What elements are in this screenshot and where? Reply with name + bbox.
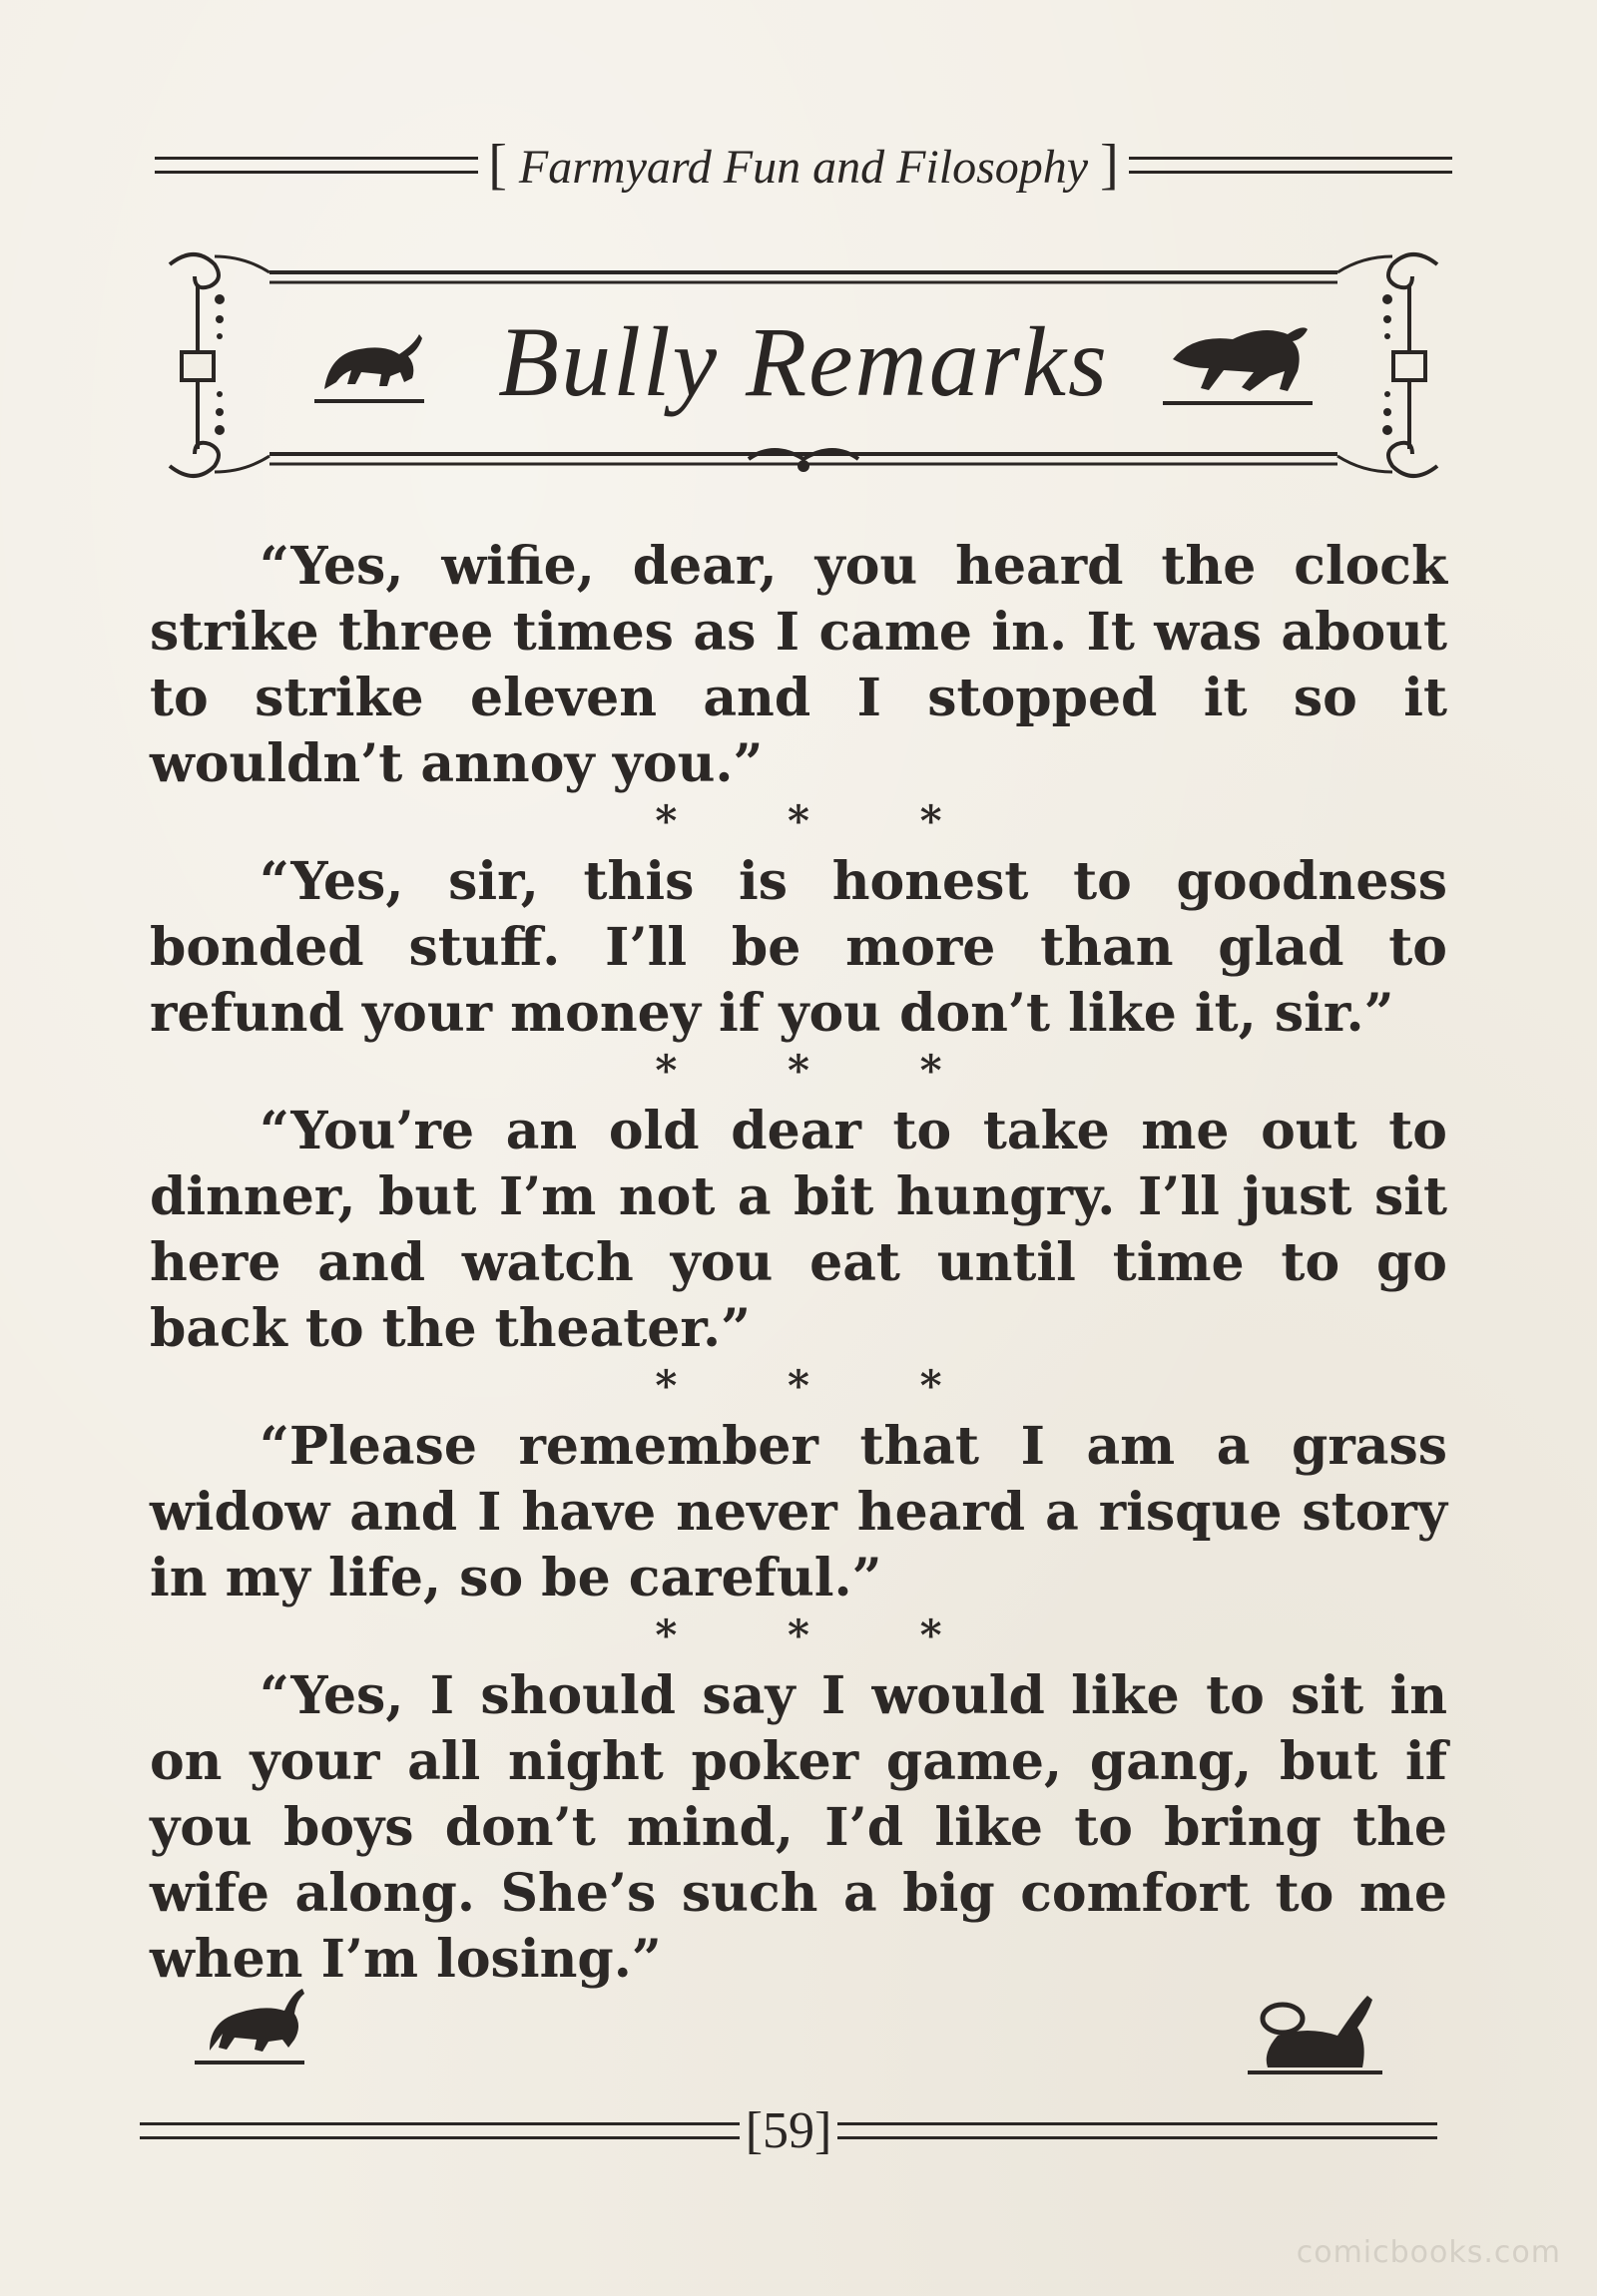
joke-paragraph: “Please remember that I am a grass widow and I have never heard a risque story in my life, so be careful.”	[150, 1416, 1447, 1608]
separator-asterisks: * * *	[655, 1610, 990, 1659]
running-title	[478, 133, 1128, 197]
header-rule-left	[155, 157, 478, 174]
joke-paragraph: “You’re an old dear to take me out to dinner, but I’m not a bit hungry. I’ll just sit here and watch you eat until time to go back to the theater.”	[150, 1101, 1447, 1359]
page-number: [59]	[745, 2101, 832, 2159]
joke-paragraph: “Yes, wifie, dear, you heard the clock strike three times as I came in. It was about to strike eleven and I stopped it so it wouldn’t annoy you.”	[150, 536, 1447, 794]
jokes-body	[150, 534, 1447, 1993]
watermark: comicbooks.com	[1296, 2235, 1561, 2270]
separator-asterisks: * * *	[655, 1046, 990, 1095]
joke-paragraph: “Yes, sir, this is honest to goodness bonded stuff. I’ll be more than glad to refund your money if you don’t like it, sir.”	[150, 851, 1447, 1044]
bracket-open: [	[488, 134, 507, 196]
running-header	[155, 130, 1452, 200]
footer-rule-right	[837, 2122, 1437, 2139]
page-title: Bully Remarks	[498, 306, 1109, 417]
title-frame	[160, 244, 1447, 484]
separator-asterisks: * * *	[655, 796, 990, 845]
separator-asterisks: * * *	[655, 1361, 990, 1410]
footer-rule-left	[140, 2122, 740, 2139]
goat-vignette-icon	[1248, 1991, 1382, 2080]
joke-paragraph: “Yes, I should say I would like to sit in on your all night poker game, gang, but if you boys don’t mind, I’d like to bring the wife along. She’s such a big comfort to me when I’m losing.”	[150, 1665, 1447, 1990]
page-footer	[140, 2095, 1437, 2165]
running-title-text: Farmyard Fun and Filosophy	[518, 141, 1089, 194]
header-rule-right	[1129, 157, 1452, 174]
bracket-close: ]	[1100, 134, 1119, 196]
bull-vignette-icon	[195, 1981, 314, 2070]
bucking-bull-icon	[1163, 319, 1313, 409]
